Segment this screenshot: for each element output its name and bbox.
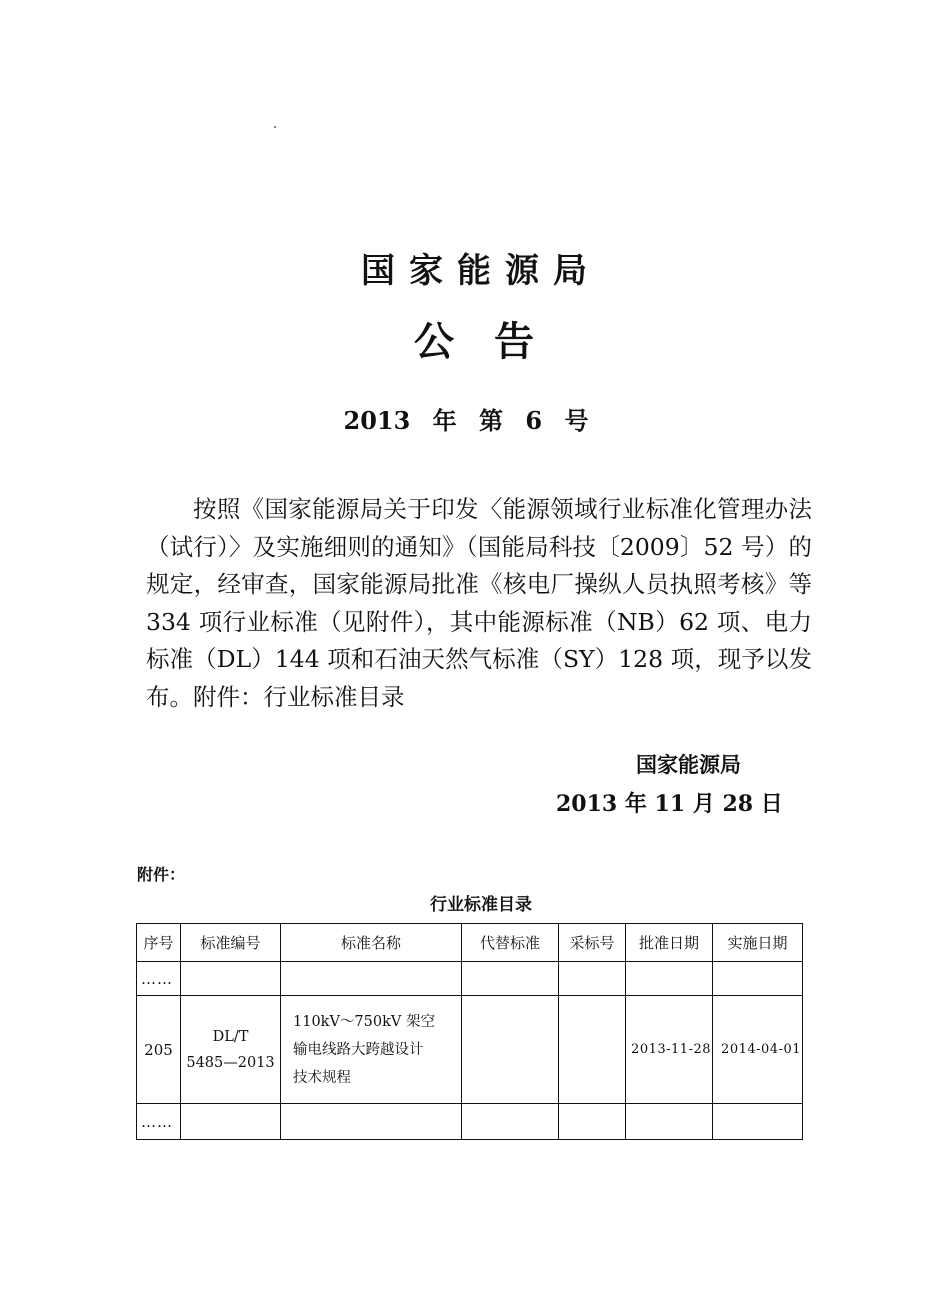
table-cell <box>462 962 559 996</box>
column-header: 序号 <box>137 924 181 962</box>
standard-code-cell <box>181 996 281 1104</box>
issuer-title: 国家能源局 <box>361 251 601 291</box>
standard-name-line: 110kV～750kV 架空 <box>293 1013 435 1030</box>
ellipsis-cell: …… <box>137 1104 181 1140</box>
table-cell <box>626 1104 713 1140</box>
signature-organization: 国家能源局 <box>636 753 741 777</box>
effective-date-cell: 2014-04-01 <box>713 996 803 1104</box>
standard-name-cell <box>281 996 462 1104</box>
standard-code-number: 5485—2013 <box>186 1054 275 1071</box>
table-cell <box>281 962 462 996</box>
signature-date: 2013 年 11 月 28 日 <box>556 791 783 817</box>
adopted-number-cell <box>559 996 626 1104</box>
table-cell <box>626 962 713 996</box>
ellipsis-cell: …… <box>137 962 181 996</box>
column-header: 实施日期 <box>713 924 803 962</box>
seq-cell: 205 <box>137 996 181 1104</box>
attachment-label: 附件： <box>137 865 186 884</box>
scan-speck <box>274 126 276 128</box>
attachment-note: 附件：行业标准目录 <box>193 683 405 711</box>
column-header: 代替标准 <box>462 924 559 962</box>
column-header: 标准名称 <box>281 924 462 962</box>
announcement-paragraph: 按照《国家能源局关于印发〈能源领域行业标准化管理办法（试行）〉及实施细则的通知》（国能局科技〔2009〕52 号）的规定，经审查，国家能源局批准《核电厂操纵人员执照考核》等 334 项行业标准（见附件），其中能源标准（NB）62 项、电力标准（DL）144 项和石油天然气标准（SY）128 项，现予以发布。 <box>146 495 812 711</box>
table-cell <box>559 1104 626 1140</box>
standard-name-line: 技术规程 <box>293 1069 351 1086</box>
table-cell <box>462 1104 559 1140</box>
replaced-standard-cell <box>462 996 559 1104</box>
column-header: 采标号 <box>559 924 626 962</box>
column-header: 批准日期 <box>626 924 713 962</box>
column-header: 标准编号 <box>181 924 281 962</box>
document-number: 2013 年 第 6 号 <box>343 406 589 435</box>
table-row-ellipsis <box>137 1104 803 1140</box>
document-type-title: 公告 <box>414 319 574 365</box>
table-header-row <box>137 924 803 962</box>
table-cell <box>281 1104 462 1140</box>
standards-table <box>136 923 803 1140</box>
standard-code-prefix: DL/T <box>212 1028 249 1045</box>
table-cell <box>181 962 281 996</box>
table-title: 行业标准目录 <box>430 895 532 915</box>
table-row-ellipsis <box>137 962 803 996</box>
table-row <box>137 996 803 1104</box>
table-cell <box>181 1104 281 1140</box>
table-cell <box>713 962 803 996</box>
table-cell <box>559 962 626 996</box>
approval-date-cell: 2013-11-28 <box>626 996 713 1104</box>
table-cell <box>713 1104 803 1140</box>
standard-name-line: 输电线路大跨越设计 <box>293 1041 424 1058</box>
